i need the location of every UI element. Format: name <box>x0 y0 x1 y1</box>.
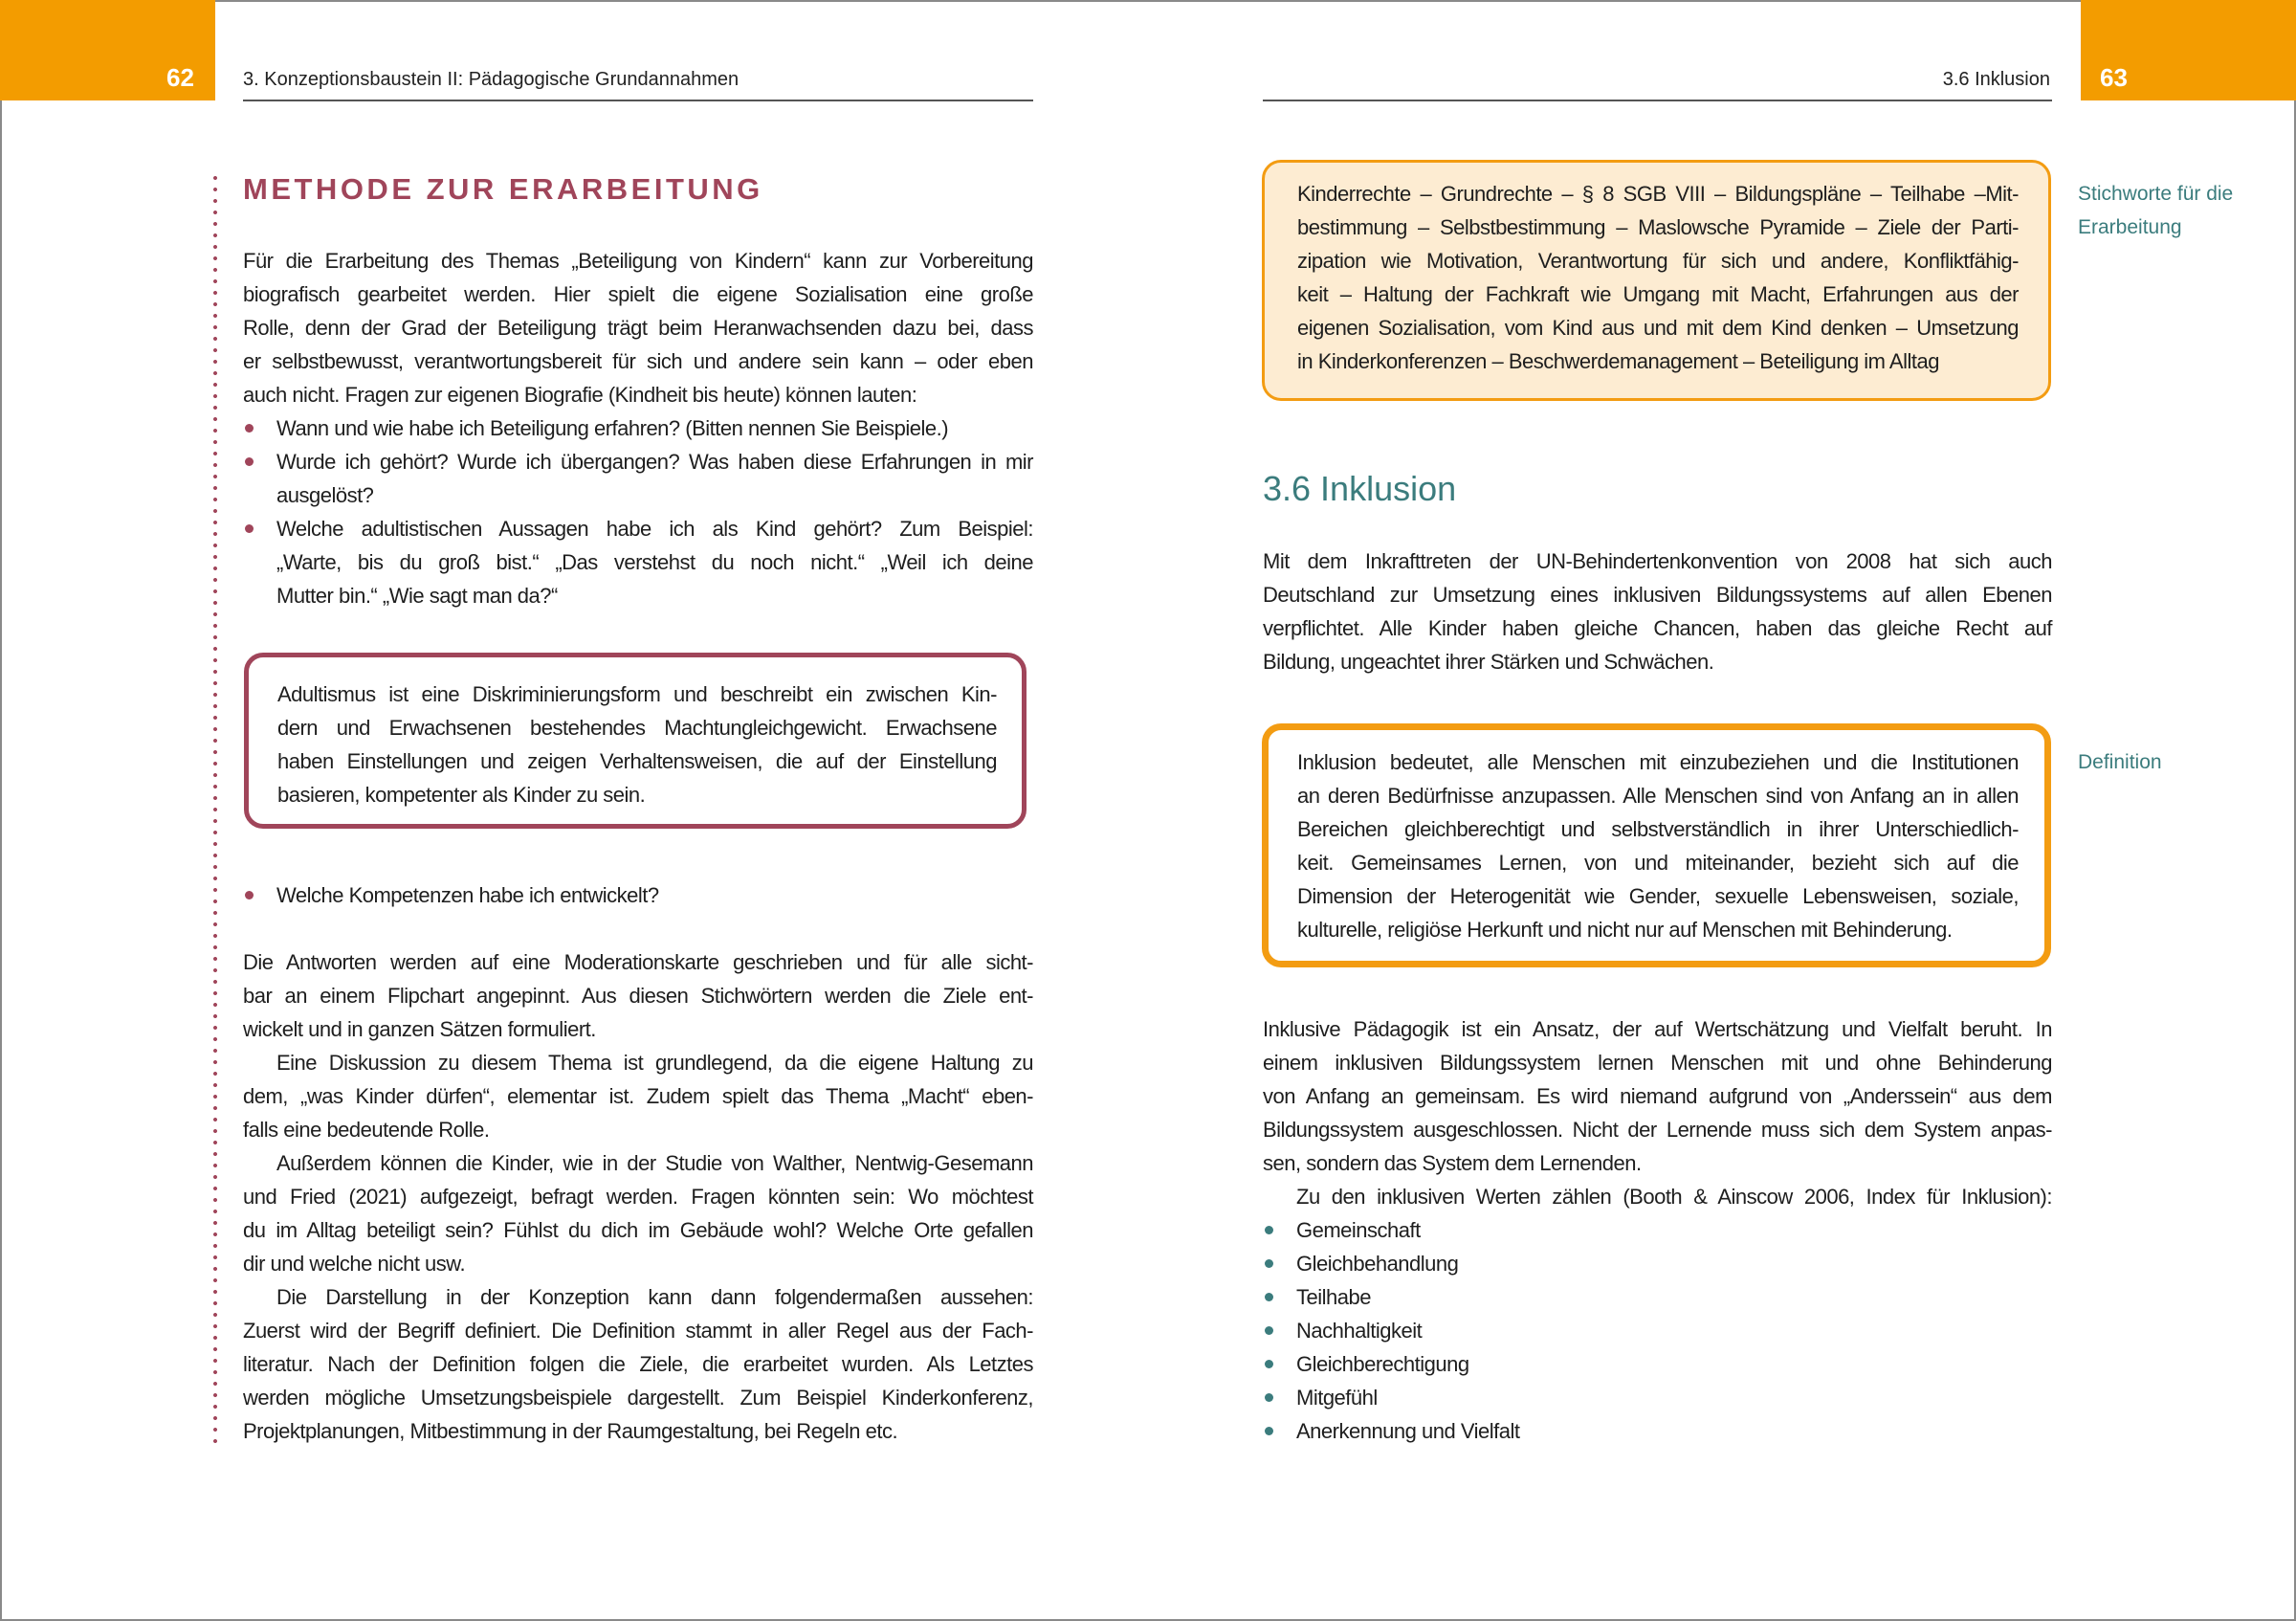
running-head-left: 3. Konzeptionsbaustein II: Pädagogische Grundannahmen <box>243 69 740 90</box>
text-line <box>1263 1146 2052 1180</box>
bullet-icon <box>245 524 254 533</box>
line-text: auch nicht. Fragen zur eigenen Biografie (Kindheit bis heute) können lauten: <box>243 383 917 407</box>
list-item-line <box>243 878 1033 912</box>
text-line <box>243 979 1033 1012</box>
list-item-line <box>1263 1381 2052 1414</box>
line-text: dern und Erwachsenen bestehendes Machtungleichgewicht. Erwachsene <box>277 716 997 740</box>
adultismus-definition-text <box>277 677 997 811</box>
line-text: Gemeinschaft <box>1296 1218 1421 1242</box>
line-text: Zuerst wird der Begriff definiert. Die Definition stammt in aller Regel aus der Fach- <box>243 1319 1033 1343</box>
inklusion-definition-text <box>1297 745 2019 946</box>
line-text: Außerdem können die Kinder, wie in der Studie von Walther, Nentwig-Gesemann <box>276 1151 1033 1175</box>
list-item-line <box>1263 1414 2052 1448</box>
line-text: Deutschland zur Umsetzung eines inklusiven Bildungssystems auf allen Ebenen <box>1263 583 2052 607</box>
line-text: in Kinderkonferenzen – Beschwerdemanagement – Beteiligung im Alltag <box>1297 349 1939 373</box>
text-line <box>1263 645 2052 678</box>
line-text: Eine Diskussion zu diesem Thema ist grundlegend, da die eigene Haltung zu <box>276 1051 1033 1075</box>
line-text: Mutter bin.“ „Wie sagt man da?“ <box>276 584 558 608</box>
list-item-line <box>243 445 1033 478</box>
text-line <box>1263 544 2052 578</box>
text-line <box>1297 278 2019 311</box>
text-line <box>1297 177 2019 211</box>
line-text: Adultismus ist eine Diskriminierungsform und beschreibt ein zwischen Kin- <box>277 682 997 706</box>
line-text: Mitgefühl <box>1296 1386 1378 1410</box>
text-line <box>1263 611 2052 645</box>
text-line <box>243 1414 1033 1448</box>
text-line <box>243 1180 1033 1213</box>
text-line <box>1297 913 2019 946</box>
line-text: bar an einem Flipchart angepinnt. Aus diesen Stichwörtern werden die Ziele ent- <box>243 984 1033 1008</box>
line-text: dem, „was Kinder dürfen“, elementar ist. Zudem spielt das Thema „Macht“ eben- <box>243 1084 1033 1108</box>
line-text: haben Einstellungen und zeigen Verhaltensweisen, die auf der Einstellung <box>277 749 997 773</box>
list-item-line <box>243 411 1033 445</box>
line-text: Mit dem Inkrafttreten der UN-Behindertenkonvention von 2008 hat sich auch <box>1263 549 2052 573</box>
text-line <box>243 1079 1033 1113</box>
text-line <box>243 545 1033 579</box>
bullet-icon <box>245 457 254 466</box>
text-line <box>243 1213 1033 1247</box>
line-text: Bildungssystem ausgeschlossen. Nicht der Lernende muss sich dem System anpas- <box>1263 1118 2052 1142</box>
line-text: Welche Kompetenzen habe ich entwickelt? <box>276 883 659 907</box>
header-rule-left <box>243 100 1033 101</box>
line-text: einem inklusiven Bildungssystem lernen Menschen mit und ohne Behinderung <box>1263 1051 2052 1075</box>
text-line <box>243 1012 1033 1046</box>
section-title: 3.6 Inklusion <box>1263 469 1457 508</box>
dotted-margin-line <box>213 172 217 1445</box>
line-text: er selbstbewusst, verantwortungsbereit für sich und andere sein kann – oder eben <box>243 349 1033 373</box>
bullet-icon <box>1265 1226 1273 1234</box>
bullet-icon <box>1265 1326 1273 1335</box>
text-line <box>1263 1180 2052 1213</box>
text-line <box>243 378 1033 411</box>
text-line <box>1297 311 2019 344</box>
margin-note-line: Stichworte für die <box>2078 183 2234 205</box>
line-text: bestimmung – Selbstbestimmung – Maslowsche Pyramide – Ziele der Parti- <box>1297 215 2019 239</box>
line-text: wickelt und in ganzen Sätzen formuliert. <box>243 1017 596 1041</box>
text-line <box>243 1280 1033 1314</box>
text-line <box>243 278 1033 311</box>
text-line <box>1263 1113 2052 1146</box>
text-line <box>243 1381 1033 1414</box>
bullet-icon <box>1265 1360 1273 1368</box>
text-line <box>277 711 997 744</box>
line-text: von Anfang an gemeinsam. Es wird niemand aufgrund von „Anderssein“ aus dem <box>1263 1084 2052 1108</box>
list-item-line <box>1263 1247 2052 1280</box>
text-line <box>243 244 1033 278</box>
text-line <box>243 311 1033 344</box>
text-line <box>243 1247 1033 1280</box>
line-text: basieren, kompetenter als Kinder zu sein. <box>277 783 646 807</box>
text-line <box>1297 745 2019 779</box>
margin-note-line: Definition <box>2078 751 2162 773</box>
margin-note-line: Erarbeitung <box>2078 216 2182 238</box>
line-text: „Warte, bis du groß bist.“ „Das verstehst du noch nicht.“ „Weil ich deine <box>276 550 1033 574</box>
text-line <box>1297 779 2019 812</box>
line-text: falls eine bedeutende Rolle. <box>243 1118 490 1142</box>
bullet-icon <box>1265 1393 1273 1402</box>
line-text: Gleichberechtigung <box>1296 1352 1469 1376</box>
line-text: werden mögliche Umsetzungsbeispiele dargestellt. Zum Beispiel Kinderkonferenz, <box>243 1386 1033 1410</box>
line-text: verpflichtet. Alle Kinder haben gleiche Chancen, haben das gleiche Recht auf <box>1263 616 2052 640</box>
line-text: Inklusive Pädagogik ist ein Ansatz, der auf Wertschätzung und Vielfalt beruht. In <box>1263 1017 2052 1041</box>
header-rule-right <box>1263 100 2052 101</box>
line-text: Für die Erarbeitung des Themas „Beteiligung von Kindern“ kann zur Vorbereitung <box>243 249 1033 273</box>
line-text: biografisch gearbeitet werden. Hier spielt die eigene Sozialisation eine große <box>243 282 1033 306</box>
line-text: eigenen Sozialisation, vom Kind aus und mit dem Kind denken – Umsetzung <box>1297 316 2019 340</box>
body-text-right <box>1263 1012 2052 1448</box>
text-line <box>1297 879 2019 913</box>
line-text: keit. Gemeinsames Lernen, von und miteinander, bezieht sich auf die <box>1297 851 2019 875</box>
line-text: Kinderrechte – Grundrechte – § 8 SGB VIII – Bildungspläne – Teilhabe –Mit- <box>1297 182 2019 206</box>
text-line <box>1263 1079 2052 1113</box>
line-text: Bildung, ungeachtet ihrer Stärken und Schwächen. <box>1263 650 1714 674</box>
text-line <box>243 1314 1033 1347</box>
line-text: ausgelöst? <box>276 483 374 507</box>
line-text: Rolle, denn der Grad der Beteiligung trägt beim Heranwachsenden dazu bei, dass <box>243 316 1033 340</box>
keywords-text <box>1297 177 2019 378</box>
list-item-line <box>1263 1314 2052 1347</box>
line-text: Wann und wie habe ich Beteiligung erfahren? (Bitten nennen Sie Beispiele.) <box>276 416 949 440</box>
page-number-left: 62 <box>166 63 194 92</box>
line-text: Gleichbehandlung <box>1296 1252 1459 1276</box>
list-item-line <box>1263 1280 2052 1314</box>
text-line <box>243 344 1033 378</box>
line-text: Projektplanungen, Mitbestimmung in der Raumgestaltung, bei Regeln etc. <box>243 1419 898 1443</box>
line-text: zipation wie Motivation, Verantwortung für sich und andere, Konfliktfähig- <box>1297 249 2019 273</box>
text-line <box>1263 1046 2052 1079</box>
line-text: Inklusion bedeutet, alle Menschen mit einzubeziehen und die Institutionen <box>1297 750 2019 774</box>
line-text: und Fried (2021) aufgezeigt, befragt werden. Fragen könnten sein: Wo möchtest <box>243 1185 1033 1209</box>
line-text: Wurde ich gehört? Wurde ich übergangen? Was haben diese Erfahrungen in mir <box>276 450 1033 474</box>
text-line <box>1297 846 2019 879</box>
line-text: Zu den inklusiven Werten zählen (Booth & Ainscow 2006, Index für Inklusion): <box>1296 1185 2052 1209</box>
text-line <box>1297 244 2019 278</box>
text-line <box>277 744 997 778</box>
page-number-right: 63 <box>2100 63 2128 92</box>
line-text: Die Antworten werden auf eine Moderationskarte geschrieben und für alle sicht- <box>243 950 1033 974</box>
text-line <box>243 945 1033 979</box>
text-line <box>243 1046 1033 1079</box>
text-line <box>243 1146 1033 1180</box>
line-text: Teilhabe <box>1296 1285 1371 1309</box>
text-line <box>243 1347 1033 1381</box>
line-text: Die Darstellung in der Konzeption kann dann folgendermaßen aussehen: <box>276 1285 1033 1309</box>
line-text: Anerkennung und Vielfalt <box>1296 1419 1520 1443</box>
line-text: Bereichen gleichberechtigt und selbstverständlich in ihrer Unterschiedlich- <box>1297 817 2019 841</box>
line-text: Welche adultistischen Aussagen habe ich als Kind gehört? Zum Beispiel: <box>276 517 1033 541</box>
text-line <box>1263 1012 2052 1046</box>
line-text: Dimension der Heterogenität wie Gender, sexuelle Lebensweisen, soziale, <box>1297 884 2019 908</box>
text-line <box>1297 344 2019 378</box>
list-item-line <box>1263 1213 2052 1247</box>
text-line <box>1297 211 2019 244</box>
text-line <box>1263 578 2052 611</box>
text-line <box>243 478 1033 512</box>
line-text: sen, sondern das System dem Lernenden. <box>1263 1151 1642 1175</box>
bullet-icon <box>1265 1259 1273 1268</box>
list-item-line <box>243 512 1033 545</box>
running-head-right: 3.6 Inklusion <box>1942 69 2050 90</box>
line-text: Nachhaltigkeit <box>1296 1319 1423 1343</box>
bullet-icon <box>1265 1293 1273 1301</box>
section-heading: METHODE ZUR ERARBEITUNG <box>243 172 763 206</box>
bullet-icon <box>1265 1427 1273 1435</box>
text-line <box>243 579 1033 612</box>
line-text: literatur. Nach der Definition folgen die Ziele, die erarbeitet wurden. Als Letztes <box>243 1352 1033 1376</box>
text-line <box>243 1113 1033 1146</box>
line-text: an deren Bedürfnisse anzupassen. Alle Menschen sind von Anfang an in allen <box>1297 784 2019 808</box>
text-line <box>1297 812 2019 846</box>
line-text: dir und welche nicht usw. <box>243 1252 466 1276</box>
intro-text-right <box>1263 544 2052 678</box>
intro-text <box>243 244 1033 612</box>
bullet-icon <box>245 891 254 899</box>
text-line <box>277 778 997 811</box>
margin-note-keywords <box>2078 177 2233 244</box>
body-text-left <box>243 945 1033 1448</box>
margin-note-definition <box>2078 745 2162 779</box>
line-text: keit – Haltung der Fachkraft wie Umgang mit Macht, Erfahrungen aus der <box>1297 282 2019 306</box>
bullet-list <box>243 878 1033 912</box>
line-text: kulturelle, religiöse Herkunft und nicht nur auf Menschen mit Behinderung. <box>1297 918 1953 942</box>
line-text: du im Alltag beteiligt sein? Fühlst du dich im Gebäude wohl? Welche Orte gefallen <box>243 1218 1033 1242</box>
text-line <box>277 677 997 711</box>
list-item-line <box>1263 1347 2052 1381</box>
bullet-icon <box>245 424 254 433</box>
